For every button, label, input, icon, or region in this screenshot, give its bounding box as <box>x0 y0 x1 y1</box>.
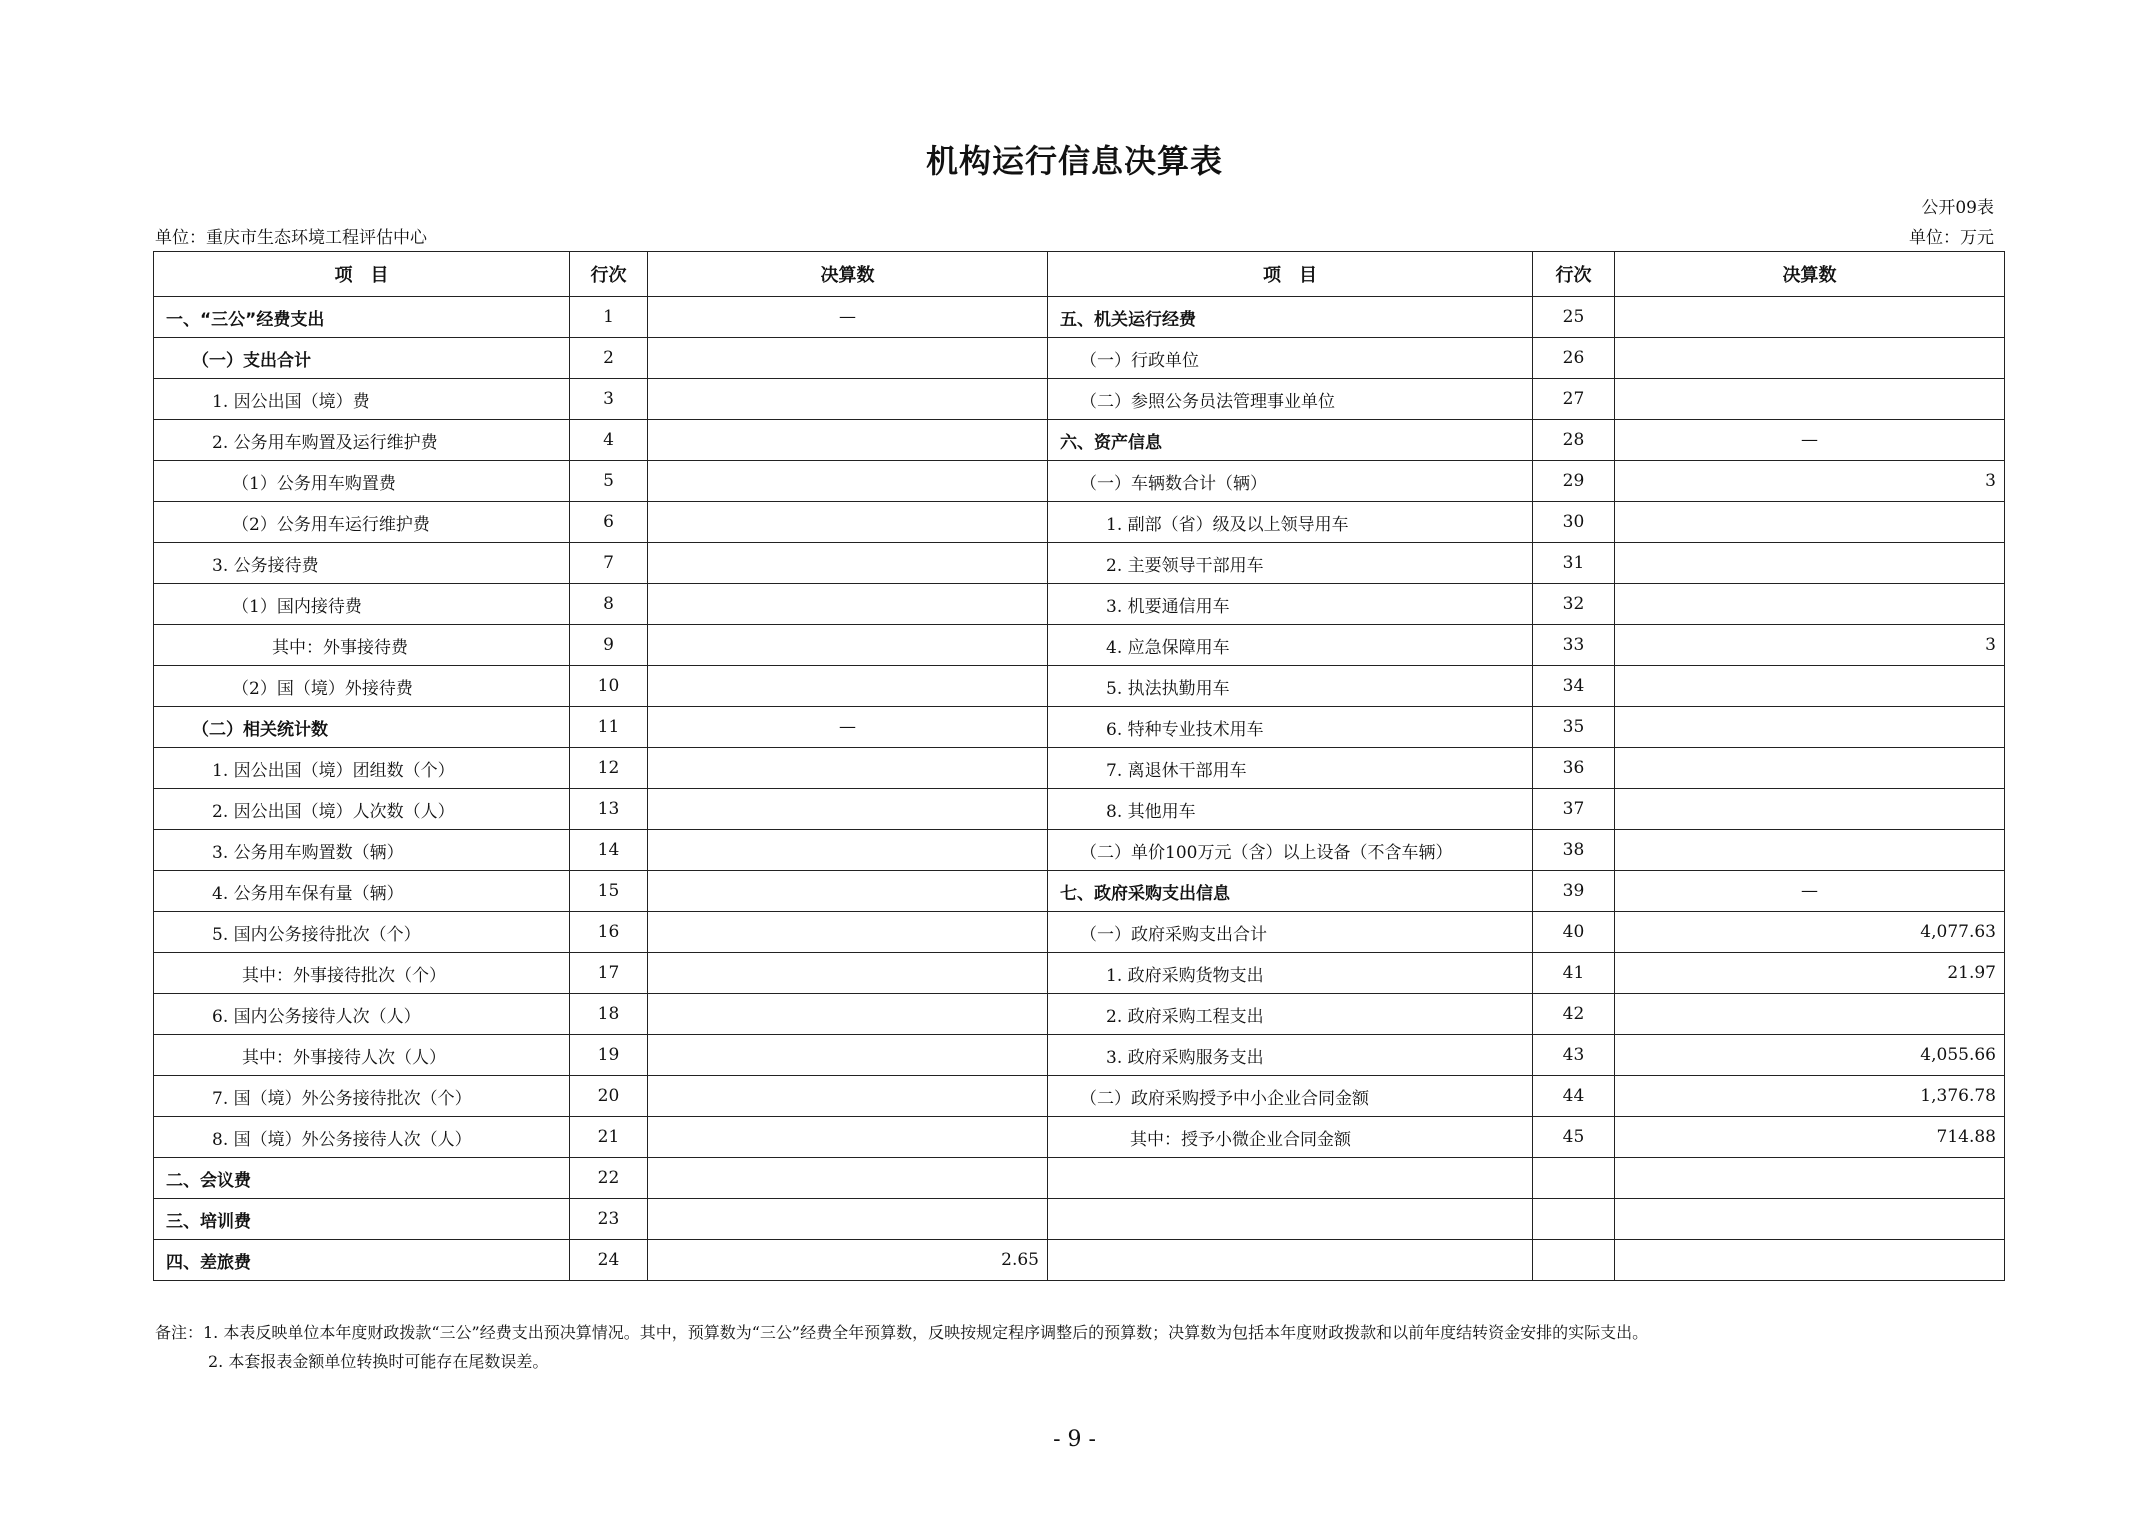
cell-value-left <box>648 1158 1048 1199</box>
table-row <box>154 748 2005 789</box>
cell-item-right: （二）单价100万元（含）以上设备（不含车辆） <box>1048 830 1533 871</box>
cell-item-left: 其中：外事接待费 <box>154 625 570 666</box>
cell-line-right: 28 <box>1533 420 1615 461</box>
table-row <box>154 912 2005 953</box>
cell-item-right: （一）车辆数合计（辆） <box>1048 461 1533 502</box>
cell-item-right: 4. 应急保障用车 <box>1048 625 1533 666</box>
cell-line-left: 5 <box>570 461 648 502</box>
cell-item-left: 三、培训费 <box>154 1199 570 1240</box>
cell-value-left <box>648 420 1048 461</box>
cell-value-left <box>648 461 1048 502</box>
final-accounts-table <box>153 251 2005 1281</box>
cell-value-right <box>1615 789 2005 830</box>
header-line-right: 行次 <box>1533 252 1615 297</box>
cell-item-left: 6. 国内公务接待人次（人） <box>154 994 570 1035</box>
table-row <box>154 830 2005 871</box>
table-row <box>154 420 2005 461</box>
cell-item-right: 六、资产信息 <box>1048 420 1533 461</box>
cell-line-right: 32 <box>1533 584 1615 625</box>
cell-value-left <box>648 953 1048 994</box>
header-value-left: 决算数 <box>648 252 1048 297</box>
cell-item-right <box>1048 1199 1533 1240</box>
cell-value-right <box>1615 1240 2005 1281</box>
cell-value-left <box>648 789 1048 830</box>
cell-line-right: 35 <box>1533 707 1615 748</box>
cell-item-right: 1. 副部（省）级及以上领导用车 <box>1048 502 1533 543</box>
cell-value-left: — <box>648 297 1048 338</box>
cell-value-left <box>648 1117 1048 1158</box>
cell-item-left: 1. 因公出国（境）团组数（个） <box>154 748 570 789</box>
cell-line-left: 18 <box>570 994 648 1035</box>
cell-item-right: 3. 政府采购服务支出 <box>1048 1035 1533 1076</box>
cell-item-left: 二、会议费 <box>154 1158 570 1199</box>
cell-value-left <box>648 543 1048 584</box>
cell-value-right: 3 <box>1615 461 2005 502</box>
cell-item-left: （1）公务用车购置费 <box>154 461 570 502</box>
cell-item-right: （二）参照公务员法管理事业单位 <box>1048 379 1533 420</box>
cell-value-left <box>648 625 1048 666</box>
cell-line-right: 33 <box>1533 625 1615 666</box>
cell-item-left: 1. 因公出国（境）费 <box>154 379 570 420</box>
cell-value-left <box>648 379 1048 420</box>
cell-value-left <box>648 666 1048 707</box>
cell-line-left: 4 <box>570 420 648 461</box>
cell-item-right: 其中：授予小微企业合同金额 <box>1048 1117 1533 1158</box>
table-row <box>154 461 2005 502</box>
cell-line-right: 41 <box>1533 953 1615 994</box>
table-row <box>154 1240 2005 1281</box>
cell-value-right: 714.88 <box>1615 1117 2005 1158</box>
cell-line-left: 9 <box>570 625 648 666</box>
header-value-right: 决算数 <box>1615 252 2005 297</box>
cell-item-right: 5. 执法执勤用车 <box>1048 666 1533 707</box>
table-header-row <box>154 252 2005 297</box>
cell-line-left: 3 <box>570 379 648 420</box>
cell-line-right <box>1533 1158 1615 1199</box>
table-row <box>154 1158 2005 1199</box>
cell-item-left: 5. 国内公务接待批次（个） <box>154 912 570 953</box>
cell-item-right <box>1048 1240 1533 1281</box>
cell-line-right: 34 <box>1533 666 1615 707</box>
cell-item-left: 2. 公务用车购置及运行维护费 <box>154 420 570 461</box>
table-row <box>154 1199 2005 1240</box>
cell-item-left: 四、差旅费 <box>154 1240 570 1281</box>
cell-line-left: 24 <box>570 1240 648 1281</box>
cell-line-right: 26 <box>1533 338 1615 379</box>
cell-value-right: 21.97 <box>1615 953 2005 994</box>
cell-item-right: （二）政府采购授予中小企业合同金额 <box>1048 1076 1533 1117</box>
cell-line-right: 39 <box>1533 871 1615 912</box>
header-item-left: 项 目 <box>154 252 570 297</box>
cell-item-right: （一）行政单位 <box>1048 338 1533 379</box>
cell-item-left: 4. 公务用车保有量（辆） <box>154 871 570 912</box>
cell-value-right <box>1615 994 2005 1035</box>
cell-value-right <box>1615 830 2005 871</box>
cell-item-left: （1）国内接待费 <box>154 584 570 625</box>
cell-value-right: 3 <box>1615 625 2005 666</box>
cell-line-right: 37 <box>1533 789 1615 830</box>
cell-line-left: 19 <box>570 1035 648 1076</box>
cell-value-left: — <box>648 707 1048 748</box>
cell-line-right: 27 <box>1533 379 1615 420</box>
cell-line-right: 30 <box>1533 502 1615 543</box>
cell-line-right <box>1533 1199 1615 1240</box>
table-row <box>154 994 2005 1035</box>
cell-value-right: 1,376.78 <box>1615 1076 2005 1117</box>
page-title: 机构运行信息决算表 <box>925 142 1223 180</box>
cell-value-left <box>648 584 1048 625</box>
cell-item-left: 一、“三公”经费支出 <box>154 297 570 338</box>
cell-item-left: 7. 国（境）外公务接待批次（个） <box>154 1076 570 1117</box>
cell-value-left <box>648 1199 1048 1240</box>
header-item-right: 项 目 <box>1048 252 1533 297</box>
cell-value-right <box>1615 297 2005 338</box>
cell-value-left <box>648 871 1048 912</box>
cell-line-right: 31 <box>1533 543 1615 584</box>
table-row <box>154 1117 2005 1158</box>
cell-item-right: 五、机关运行经费 <box>1048 297 1533 338</box>
cell-value-right: — <box>1615 871 2005 912</box>
cell-item-right: 1. 政府采购货物支出 <box>1048 953 1533 994</box>
cell-line-left: 16 <box>570 912 648 953</box>
table-row <box>154 543 2005 584</box>
cell-item-left: 其中：外事接待人次（人） <box>154 1035 570 1076</box>
table-row <box>154 379 2005 420</box>
cell-value-right <box>1615 543 2005 584</box>
table-row <box>154 625 2005 666</box>
cell-item-right <box>1048 1158 1533 1199</box>
cell-value-left <box>648 1076 1048 1117</box>
table-row <box>154 789 2005 830</box>
cell-value-right <box>1615 1199 2005 1240</box>
cell-item-left: （2）国（境）外接待费 <box>154 666 570 707</box>
cell-line-right: 36 <box>1533 748 1615 789</box>
table-row <box>154 707 2005 748</box>
table-row <box>154 502 2005 543</box>
cell-line-left: 13 <box>570 789 648 830</box>
cell-line-left: 15 <box>570 871 648 912</box>
cell-value-right <box>1615 707 2005 748</box>
table-row <box>154 297 2005 338</box>
cell-value-left <box>648 338 1048 379</box>
cell-line-left: 11 <box>570 707 648 748</box>
cell-line-right: 43 <box>1533 1035 1615 1076</box>
cell-item-right: 七、政府采购支出信息 <box>1048 871 1533 912</box>
cell-item-right: 2. 主要领导干部用车 <box>1048 543 1533 584</box>
cell-value-right: 4,077.63 <box>1615 912 2005 953</box>
cell-value-right: — <box>1615 420 2005 461</box>
page-number: - 9 - <box>1053 1427 1096 1452</box>
cell-line-right: 25 <box>1533 297 1615 338</box>
cell-item-right: （一）政府采购支出合计 <box>1048 912 1533 953</box>
cell-line-right: 40 <box>1533 912 1615 953</box>
cell-line-right: 45 <box>1533 1117 1615 1158</box>
cell-line-left: 8 <box>570 584 648 625</box>
cell-item-left: 2. 因公出国（境）人次数（人） <box>154 789 570 830</box>
form-code: 公开09表 <box>1921 198 1994 218</box>
cell-value-left: 2.65 <box>648 1240 1048 1281</box>
cell-value-left <box>648 912 1048 953</box>
cell-line-left: 20 <box>570 1076 648 1117</box>
cell-value-left <box>648 502 1048 543</box>
cell-value-right: 4,055.66 <box>1615 1035 2005 1076</box>
cell-value-right <box>1615 379 2005 420</box>
cell-value-left <box>648 830 1048 871</box>
cell-item-left: 其中：外事接待批次（个） <box>154 953 570 994</box>
cell-line-left: 12 <box>570 748 648 789</box>
cell-item-left: （2）公务用车运行维护费 <box>154 502 570 543</box>
table-row <box>154 871 2005 912</box>
cell-value-left <box>648 994 1048 1035</box>
cell-item-right: 7. 离退休干部用车 <box>1048 748 1533 789</box>
cell-line-left: 10 <box>570 666 648 707</box>
cell-line-left: 17 <box>570 953 648 994</box>
cell-line-left: 7 <box>570 543 648 584</box>
cell-line-right: 44 <box>1533 1076 1615 1117</box>
cell-line-right: 42 <box>1533 994 1615 1035</box>
cell-value-right <box>1615 748 2005 789</box>
cell-item-right: 3. 机要通信用车 <box>1048 584 1533 625</box>
table-row <box>154 1035 2005 1076</box>
table-row <box>154 338 2005 379</box>
cell-line-left: 21 <box>570 1117 648 1158</box>
cell-item-right: 8. 其他用车 <box>1048 789 1533 830</box>
cell-line-left: 14 <box>570 830 648 871</box>
table-row <box>154 584 2005 625</box>
cell-item-right: 6. 特种专业技术用车 <box>1048 707 1533 748</box>
note-2: 2. 本套报表金额单位转换时可能存在尾数误差。 <box>208 1352 549 1371</box>
table-row <box>154 953 2005 994</box>
cell-line-right: 29 <box>1533 461 1615 502</box>
cell-line-right: 38 <box>1533 830 1615 871</box>
cell-line-left: 1 <box>570 297 648 338</box>
header-line-left: 行次 <box>570 252 648 297</box>
cell-line-left: 6 <box>570 502 648 543</box>
reporting-unit: 单位：重庆市生态环境工程评估中心 <box>155 228 427 248</box>
cell-value-left <box>648 1035 1048 1076</box>
cell-item-left: （一）支出合计 <box>154 338 570 379</box>
cell-line-left: 22 <box>570 1158 648 1199</box>
cell-value-right <box>1615 666 2005 707</box>
cell-item-left: （二）相关统计数 <box>154 707 570 748</box>
cell-line-left: 2 <box>570 338 648 379</box>
cell-value-right <box>1615 1158 2005 1199</box>
cell-line-left: 23 <box>570 1199 648 1240</box>
cell-item-right: 2. 政府采购工程支出 <box>1048 994 1533 1035</box>
cell-value-left <box>648 748 1048 789</box>
cell-item-left: 3. 公务接待费 <box>154 543 570 584</box>
cell-value-right <box>1615 338 2005 379</box>
currency-unit: 单位：万元 <box>1909 228 1994 248</box>
cell-item-left: 3. 公务用车购置数（辆） <box>154 830 570 871</box>
cell-value-right <box>1615 584 2005 625</box>
note-1: 备注：1. 本表反映单位本年度财政拨款“三公”经费支出预决算情况。其中，预算数为“三公”经费全年预算数，反映按规定程序调整后的预算数；决算数为包括本年度财政拨款和以前年度结转资金安排的实际支出。 <box>155 1323 1649 1342</box>
cell-item-left: 8. 国（境）外公务接待人次（人） <box>154 1117 570 1158</box>
table-row <box>154 666 2005 707</box>
table-row <box>154 1076 2005 1117</box>
cell-line-right <box>1533 1240 1615 1281</box>
cell-value-right <box>1615 502 2005 543</box>
